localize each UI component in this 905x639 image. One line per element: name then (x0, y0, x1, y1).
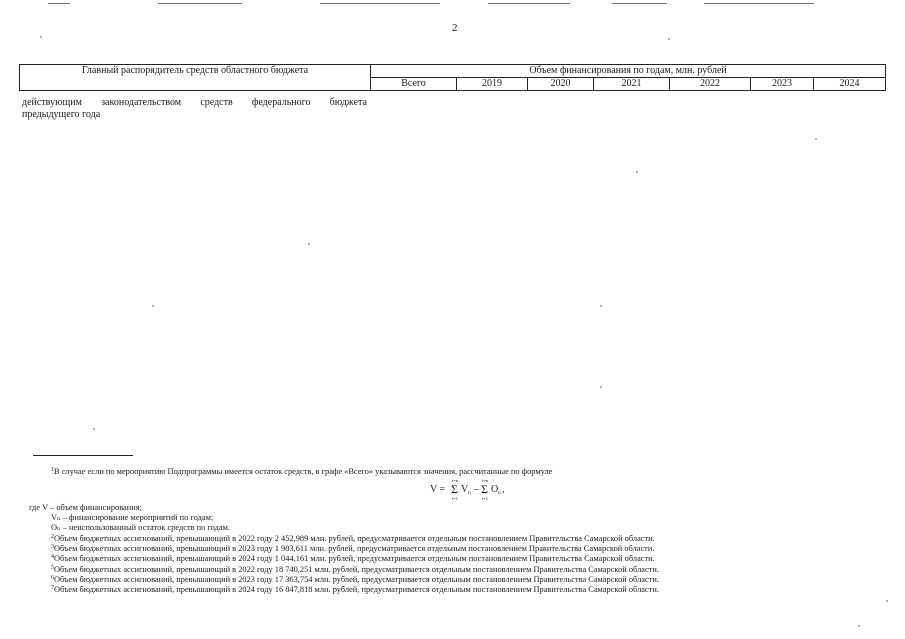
sigma-icon: Σ (451, 482, 458, 496)
footnote-separator (33, 455, 133, 456)
scan-speck (600, 386, 602, 388)
formula-sum1-top: i=n (452, 478, 459, 483)
scan-speck (308, 243, 310, 245)
sigma-icon: Σ (481, 482, 488, 496)
column-year-2023: 2023 (751, 78, 814, 91)
formula-sum2-top: i=n (482, 478, 489, 483)
body-text (22, 97, 367, 120)
scan-edge-mark (48, 3, 70, 4)
footnote-text: Объем бюджетных ассигнований, превышающий в 2024 году 16 847,818 млн. рублей, предусматривается отдельным постановлением Правительства Самарской области. (54, 585, 659, 594)
scan-speck (858, 625, 860, 627)
body-word: бюджета (329, 97, 367, 108)
column-year-2019: 2019 (457, 78, 528, 91)
footnote-6 (51, 574, 659, 585)
column-year-2020: 2020 (528, 78, 594, 91)
footnote-mark: 1 (51, 467, 54, 473)
body-line-1 (22, 97, 367, 109)
footnote-mark: 4 (51, 554, 54, 560)
footnote-2 (51, 533, 655, 544)
scan-speck (93, 428, 95, 430)
footnote-mark: 7 (51, 585, 54, 591)
scan-speck (815, 138, 817, 140)
footnote-text: Объем бюджетных ассигнований, превышающий в 2023 году 1 903,611 млн. рублей, предусматривается отдельным постановлением Правительства Самарской области. (54, 544, 655, 553)
column-year-2024: 2024 (814, 78, 886, 91)
scan-edge-mark (488, 3, 570, 4)
footnote-7 (51, 584, 659, 595)
formula-term2: O (491, 484, 499, 495)
footnote-5 (51, 564, 659, 575)
column-year-2021: 2021 (594, 78, 670, 91)
footnote-text: Объем бюджетных ассигнований, превышающий в 2023 году 17 363,754 млн. рублей, предусматривается отдельным постановлением Правительства Самарской области. (54, 575, 659, 584)
scan-speck (886, 600, 888, 602)
scan-edge-mark (158, 3, 242, 4)
scan-speck (152, 305, 154, 307)
footnote-mark: 3 (51, 544, 54, 550)
scan-edge-mark (612, 3, 667, 4)
footnote-text: В случае если по мероприятию Подпрограммы имеется остаток средств, в графе «Всего» указываются значения, рассчитанные по формуле (54, 467, 553, 476)
distributor-header: Главный распорядитель средств областного бюджета (20, 65, 371, 91)
formula-sum1-bottom: i=1 (452, 496, 459, 501)
funding-table-header (19, 64, 886, 91)
footnote-text: Объем бюджетных ассигнований, превышающий в 2022 году 2 452,989 млн. рублей, предусматривается отдельным постановлением Правительства Самарской области. (54, 534, 655, 543)
vn-line: Vₙ – финансирование мероприятий по годам; (51, 513, 214, 522)
formula (430, 478, 550, 502)
formula-trail: , (502, 484, 505, 495)
footnote-4 (51, 553, 655, 564)
formula-term1-sub: n (468, 490, 471, 496)
formula-lhs: V = (430, 484, 446, 495)
column-total: Всего (371, 78, 457, 91)
where-line: где V – объем финансирования; (29, 503, 142, 512)
scan-speck (40, 36, 42, 38)
body-word: действующим (22, 97, 82, 108)
formula-minus: – (474, 484, 479, 495)
page-number: 2 (452, 22, 458, 34)
body-line-2: предыдущего года (22, 108, 101, 120)
formula-sum2-bottom: i=1 (482, 496, 489, 501)
footnote-1 (51, 466, 552, 477)
formula-term1: V (461, 484, 469, 495)
footnote-mark: 2 (51, 534, 54, 540)
footnote-mark: 5 (51, 565, 54, 571)
scan-speck (636, 171, 638, 173)
footnote-mark: 6 (51, 575, 54, 581)
body-word: федерального (251, 97, 311, 108)
body-word: средств (200, 97, 233, 108)
footnote-text: Объем бюджетных ассигнований, превышающий в 2022 году 18 740,251 млн. рублей, предусматривается отдельным постановлением Правительства Самарской области. (54, 565, 659, 574)
body-word: законодательством (101, 97, 182, 108)
scan-speck (600, 305, 602, 307)
footnote-3 (51, 543, 654, 554)
scan-speck (668, 38, 670, 40)
footnote-text: Объем бюджетных ассигнований, превышающий в 2024 году 1 044,161 млн. рублей, предусматривается отдельным постановлением Правительства Самарской области. (54, 554, 655, 563)
scan-edge-mark (320, 3, 440, 4)
scan-edge-mark (704, 3, 814, 4)
column-year-2022: 2022 (670, 78, 751, 91)
funding-header: Объем финансирования по годам, млн. рублей (371, 65, 886, 78)
formula-term2-sub: n (498, 490, 501, 496)
on-line: Oₙ – неиспользованный остаток средств по годам. (51, 523, 230, 532)
